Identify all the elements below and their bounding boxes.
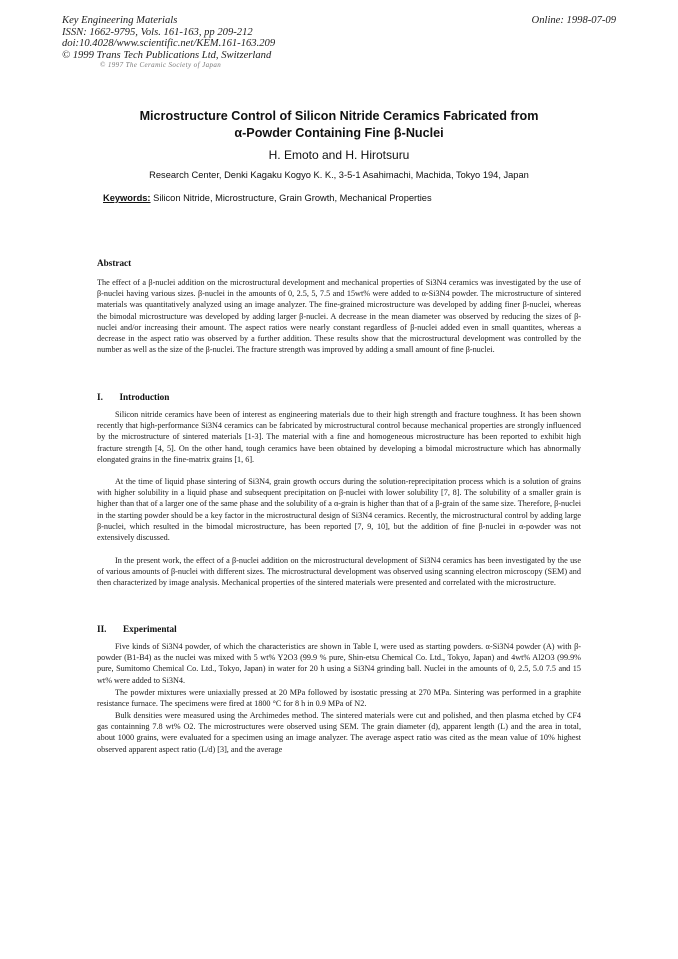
doi-link[interactable]: doi:10.4028/www.scientific.net/KEM.161-163.209 bbox=[62, 38, 276, 50]
experimental-paragraph-3: Bulk densities were measured using the Archimedes method. The sintered materials were cut and polished, and then plasma etched by CF4 gas containning 7.8 wt% O2. The microstructures were observed using SEM. The grain diameter (d), apparent length (L) and the area in total, about 1000 grains, were evaluated for a specimen using an image analyzer. The average aspect ratio was cited as the mean value of 10% highest observed apparent aspect ratio (L/d) [3], and the average bbox=[97, 711, 581, 754]
keywords-label: Keywords: bbox=[103, 193, 151, 203]
experimental-paragraph-1: Five kinds of Si3N4 powder, of which the characteristics are shown in Table I, were used as starting powders. α-Si3N4 powder (A) with β-powder (B1-B4) as the nuclei was mixed with 5 wt% Y2O3 (99.9 % pure, Shin-etsu Chemical Co. Ltd., Tokyo, Japan) and 4wt% Al2O3 (99.9% pure, Sumitomo Chemical Co. Ltd., Tokyo, Japan) in water for 20 h using a Si3N4 grinding ball. Nuclei in the amounts of 0, 2.5, 5.0 7.5 and 15 wt% were added to Si3N4. bbox=[97, 642, 581, 685]
journal-name: Key Engineering Materials bbox=[62, 15, 178, 26]
intro-paragraph-2: At the time of liquid phase sintering of Si3N4, grain growth occurs during the solution-reprecipitation process which is a solution of grains with higher solubility in a liquid phase and subsequent precipitation on β-nuclei with lower solubility [7, 8]. The solubility of a smaller grain is higher than that of a larger one of the same phase and the solubility of a α-grain is higher than that of a β-grain of the same size. Therefore, β-nuclei in the starting powder should be a key factor in the microstructural design of Si3N4 ceramics. Recently, the microstructural control by adding large β-nuclei, which resulted in the bimodal microstructure, has been reported [7, 9, 10], but the addition of fine β-nuclei in α-powder was not extensively discussed. bbox=[97, 477, 581, 543]
citation-block bbox=[62, 15, 275, 61]
introduction-heading bbox=[97, 392, 169, 402]
experimental-title: Experimental bbox=[123, 624, 177, 634]
title-line-2: α-Powder Containing Fine β-Nuclei bbox=[234, 126, 444, 140]
issn-line: ISSN: 1662-9795, Vols. 161-163, pp 209-212 bbox=[62, 26, 253, 38]
abstract-heading: Abstract bbox=[97, 258, 132, 268]
keywords-text: Silicon Nitride, Microstructure, Grain Growth, Mechanical Properties bbox=[153, 193, 432, 203]
experimental-paragraph-2: The powder mixtures were uniaxially pressed at 20 MPa followed by isostatic pressing at 270 MPa. Sintering was performed in a graphite resistance furnace. The specimens were fired at 1800 °C for 8 h in 0.9 MPa of N2. bbox=[97, 688, 581, 709]
copyright-line: © 1999 Trans Tech Publications Ltd, Switzerland bbox=[62, 49, 272, 61]
experimental-number: II. bbox=[97, 624, 107, 634]
title-line-1: Microstructure Control of Silicon Nitride Ceramics Fabricated from bbox=[139, 109, 539, 123]
authors: H. Emoto and H. Hirotsuru bbox=[268, 148, 410, 162]
faint-copyright: © 1997 The Ceramic Society of Japan bbox=[100, 61, 222, 69]
abstract-text: The effect of a β-nuclei addition on the microstructural development and mechanical properties of Si3N4 ceramics was investigated by the use of β-nuclei having various sizes. β-nuclei in the amounts of 0, 2.5, 5, 7.5 and 15wt% were added to α-Si3N4 powder. The microstructure of sintered materials was quantitatively analyzed using an image analyzer. The fine-grained microstructure was developed by adding finer β-nuclei, whereas the bimodal microstructure was developed by adding larger β-nuclei. A decrease in the mean diameter was observed by reducing the sizes of β-nuclei and/or increasing their amount. The aspect ratios were nearly constant regardless of β-nuclei added even in small quantites, whereas a decrease in the aspect ratio was observed by a further addition. These results show that the microstructural development was controlled by the number as well as the size of the β-nuclei. The fracture strength was improved by adding a small amount of fine β-nuclei. bbox=[97, 278, 581, 355]
intro-paragraph-3: In the present work, the effect of a β-nuclei addition on the microstructural development of Si3N4 ceramics has been investigated by the use of various amounts of β-nuclei with different sizes. The microstructural development was observed using scanning electron microscopy (SEM) and then characterized by image analysis. Mechanical properties of the sintered materials were presented and correlated with the microstructure. bbox=[97, 556, 581, 588]
intro-paragraph-1: Silicon nitride ceramics have been of interest as engineering materials due to their high strength and fracture toughness. It has been shown recently that high-performance Si3N4 ceramics can be fabricated by microstructural control because mechanical properties are strongly influenced by the microstructure of sintered materials [1-3]. The material with a fine and homogeneous microstructure has been reported to exhibit high fracture strength [4, 5]. On the other hand, tough ceramics have been obtained by developing a bimodal microstructure which has abnormally elongated grains in the fine-matrix grains [1, 6]. bbox=[97, 410, 581, 464]
paper-title bbox=[70, 108, 608, 142]
introduction-number: I. bbox=[97, 392, 103, 402]
online-date: Online: 1998-07-09 bbox=[531, 15, 616, 26]
experimental-heading bbox=[97, 624, 177, 634]
affiliation: Research Center, Denki Kagaku Kogyo K. K., 3-5-1 Asahimachi, Machida, Tokyo 194, Japan bbox=[149, 170, 529, 180]
keywords-line bbox=[103, 193, 432, 203]
introduction-title: Introduction bbox=[119, 392, 170, 402]
